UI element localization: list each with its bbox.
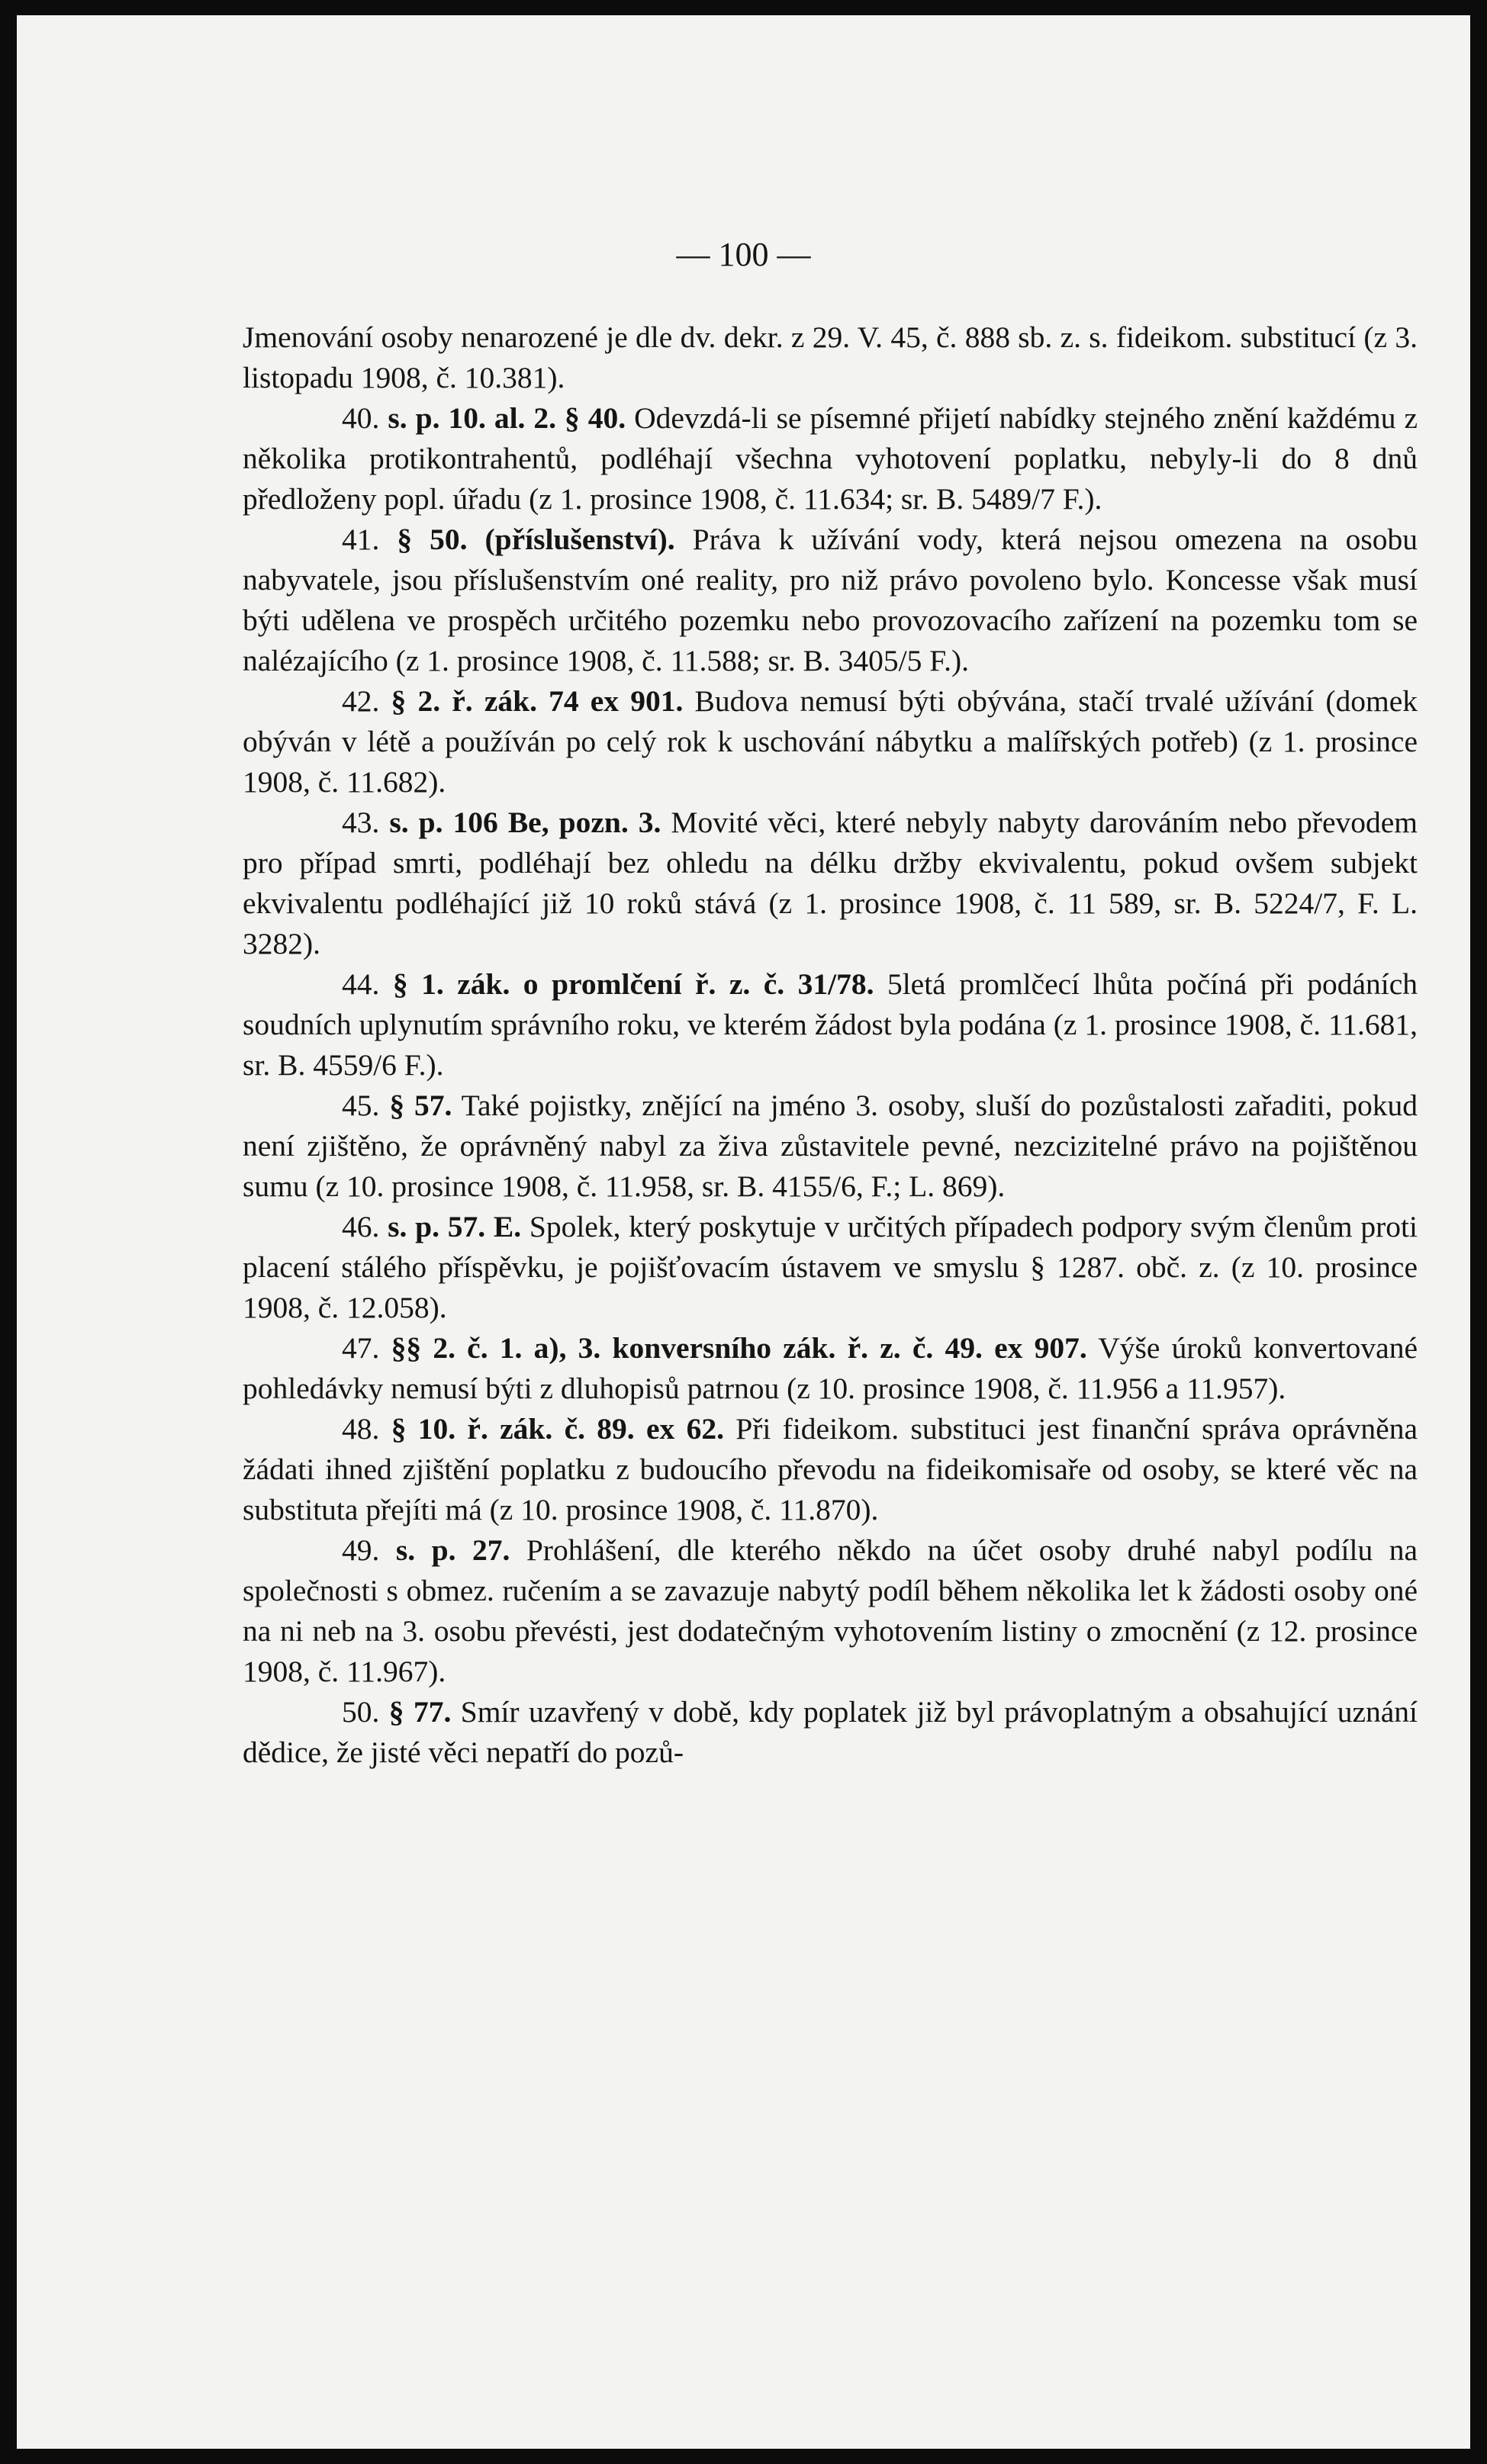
paragraph-text: Odevzdá-li se písemné přijetí nabídky stejného znění každému z několika protikontrahentů, podléhají všechna vyhotovení poplatku, nebyly-li do 8 dnů předloženy popl. úřadu (z 1. prosince 1908, č. 11.634; sr. B. 5489/7 F.). xyxy=(243,401,1418,516)
paragraph-text: 49. xyxy=(342,1533,396,1567)
paragraph-text: Smír uzavřený v době, kdy poplatek již byl právoplatným a obsahující uznání dědice, že jisté věci nepatří do pozů- xyxy=(243,1695,1418,1769)
paragraph-text: 45. xyxy=(342,1089,390,1122)
paragraph-text: Movité věci, které nebyly nabyty darováním nebo převodem pro případ smrti, podléhají bez ohledu na délku držby ekvivalentu, pokud ovšem subjekt ekvivalentu podléhající již 10 roků stává (z 1. prosince 1908, č. 11 589, sr. B. 5224/7, F. L. 3282). xyxy=(243,806,1418,960)
paragraph-text: Spolek, který poskytuje v určitých případech podpory svým členům proti placení stálého příspěvku, je pojišťovacím ústavem ve smyslu § 1287. obč. z. (z 10. prosince 1908, č. 12.058). xyxy=(243,1210,1418,1324)
reference-citation: § 10. ř. zák. č. 89. ex 62. xyxy=(391,1412,724,1446)
paragraph-text: 42. xyxy=(342,684,391,718)
reference-citation: s. p. 57. E. xyxy=(388,1210,522,1243)
paragraph-p47 xyxy=(243,1328,1418,1409)
reference-citation: § 2. ř. zák. 74 ex 901. xyxy=(391,684,684,718)
paragraph-text: 43. xyxy=(342,806,390,839)
reference-citation: § 1. zák. o promlčení ř. z. č. 31/78. xyxy=(392,967,874,1001)
paragraph-p0 xyxy=(243,317,1418,398)
paragraph-text: 41. xyxy=(342,523,397,556)
paragraph-text: 46. xyxy=(342,1210,388,1243)
paragraph-text: Práva k užívání vody, která nejsou omezena na osobu nabyvatele, jsou příslušenstvím oné reality, pro niž právo povoleno bylo. Koncesse však musí býti udělena ve prospěch určitého pozemku nebo provozovacího zařízení na pozemku tom se nalézajícího (z 1. prosince 1908, č. 11.588; sr. B. 3405/5 F.). xyxy=(243,523,1418,677)
paragraph-p44 xyxy=(243,964,1418,1086)
reference-citation: s. p. 27. xyxy=(395,1533,510,1567)
reference-citation: § 77. xyxy=(388,1695,452,1729)
paragraph-p40 xyxy=(243,398,1418,519)
paragraph-text: Prohlášení, dle kterého někdo na účet osoby druhé nabyl podílu na společnosti s obmez. ručením a se zavazuje nabytý podíl během několika let k žádosti osoby oné na ni neb na 3. osobu převésti, jest dodatečným vyhotovením listiny o zmocnění (z 12. prosince 1908, č. 11.967). xyxy=(243,1533,1418,1688)
reference-citation: § 57. xyxy=(389,1089,452,1122)
book-page xyxy=(17,15,1470,2449)
paragraph-text: Při fideikom. substituci jest finanční správa oprávněna žádati ihned zjištění poplatku z budoucího převodu na fideikomisaře od osoby, se které věc na substituta přejíti má (z 10. prosince 1908, č. 11.870). xyxy=(243,1412,1418,1526)
paragraph-text: Budova nemusí býti obývána, stačí trvalé užívání (domek obýván v létě a používán po celý rok k uschování nábytku a malířských potřeb) (z 1. prosince 1908, č. 11.682). xyxy=(243,684,1418,799)
paragraph-p42 xyxy=(243,681,1418,803)
paragraph-p41 xyxy=(243,519,1418,681)
paragraph-p46 xyxy=(243,1207,1418,1328)
paragraph-text: Výše úroků konvertované pohledávky nemusí býti z dluhopisů patrnou (z 10. prosince 1908, č. 11.956 a 11.957). xyxy=(243,1331,1418,1405)
reference-citation: § 50. (příslušenství). xyxy=(397,523,675,556)
paragraph-p43 xyxy=(243,803,1418,964)
paragraph-p45 xyxy=(243,1086,1418,1207)
paragraph-p49 xyxy=(243,1530,1418,1692)
paragraph-text: 48. xyxy=(342,1412,391,1446)
paragraph-text: 50. xyxy=(342,1695,389,1729)
paragraph-text: 5letá promlčecí lhůta počíná při podáních soudních uplynutím správního roku, ve kterém žádost byla podána (z 1. prosince 1908, č. 11.681, sr. B. 4559/6 F.). xyxy=(243,967,1418,1082)
page-number: — 100 — xyxy=(676,236,811,273)
paragraph-text: 47. xyxy=(342,1331,391,1365)
reference-citation: s. p. 10. al. 2. § 40. xyxy=(388,401,626,435)
reference-citation: §§ 2. č. 1. a), 3. konversního zák. ř. z. č. 49. ex 907. xyxy=(391,1331,1087,1365)
body-text xyxy=(243,317,1418,1773)
paragraph-text: Jmenování osoby nenarozené je dle dv. dekr. z 29. V. 45, č. 888 sb. z. s. fideikom. substitucí (z 3. listopadu 1908, č. 10.381). xyxy=(243,320,1418,394)
paragraph-p50 xyxy=(243,1692,1418,1773)
paragraph-text: Také pojistky, znějící na jméno 3. osoby, sluší do pozůstalosti zařaditi, pokud není zjištěno, že oprávněný nabyl za živa zůstavitele pevné, nezcizitelné právo na pojištěnou sumu (z 10. prosince 1908, č. 11.958, sr. B. 4155/6, F.; L. 869). xyxy=(243,1089,1418,1203)
reference-citation: s. p. 106 Be, pozn. 3. xyxy=(389,806,661,839)
paragraph-p48 xyxy=(243,1409,1418,1530)
paragraph-text: 44. xyxy=(342,967,393,1001)
paragraph-text: 40. xyxy=(342,401,388,435)
